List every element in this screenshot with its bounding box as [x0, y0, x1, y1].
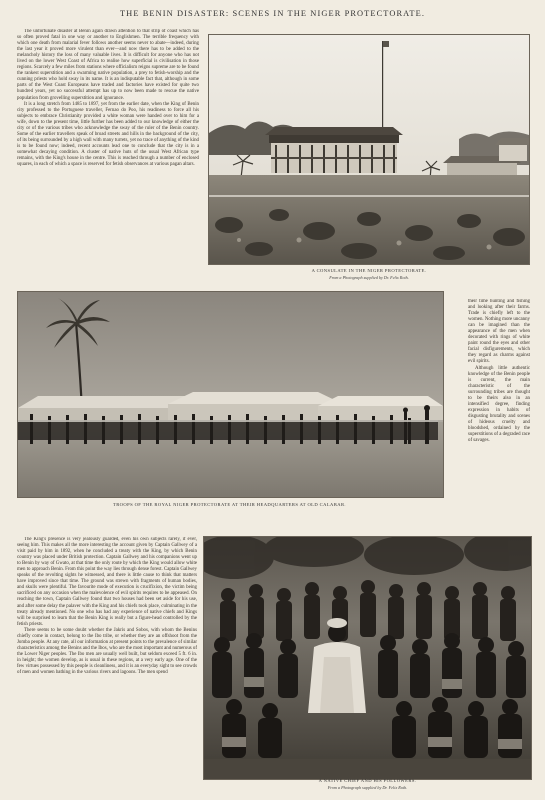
consulate-illustration [209, 35, 529, 264]
article-column-top-left [17, 29, 199, 277]
troops-illustration [18, 292, 443, 497]
troops-caption: TROOPS OF THE ROYAL NIGER PROTECTORATE AT THEIR HEADQUARTERS AT OLD CALABAR. [113, 502, 346, 507]
article-column-bottom-left [17, 537, 197, 791]
paragraph: Although little authentic knowledge of the Benin people is current, the main characteristic of the surrounding tribes are thought to be theirs also in an intensified degree, finding expression in habits of disgusting brutality and scenes of hideous cruelty and bloodshed, ordained by the superstitions of a degraded race of savages. [468, 365, 530, 444]
troops-photo [17, 291, 444, 498]
chief-illustration [204, 537, 531, 779]
paragraph: The unfortunate disaster at Benin again drawn attention to that strip of coast which has so often proved fatal in one way or another to Englishmen. The terrible frequency with which one death from malarial fever follows another seems never to abate—indeed, during the last year it proved more virulent than ever—and now there has to be added to the melancholy history the loss of many valuable lives. It is difficult for anyone who has not lived on the lower West Coast of Africa to realise how superficial is civilisation in those regions. Scarcely a few miles from stations where officialism reigns supreme are to be found the rankest superstition and a swarming native population, a prey to fetish-worship and the cunning priests who hold sway in its name. It is an indisputable fact that, although in some parts of the West Coast Europeans have traded and factories have existed for quite two hundred years, yet no successful attempt has up to now been made to rescue the native population from grovelling superstition and ignorance. [17, 29, 199, 101]
paragraph: their time hunting and fishing and looking after their farms. Trade is chiefly left to the women. Nothing more uncanny can be imagined than the appearance of the men when decorated with rings of white paint round the eyes and other facial disfigurements, which they regard as charms against evil spirits. [468, 299, 530, 365]
consulate-caption: A CONSULATE IN THE NIGER PROTECTORATE. [311, 268, 427, 273]
paragraph: There seems to be some doubt whether the Jakris and Sobos, with whom the Benins chiefly come in contact, belong to the Ibo tribe, or whether they are an offshoot from the Jomba people. At any rate, all our information at present points to the prevalence of similar characteristics among the Benins and the Ibos, who are the most important and numerous of the Lower Niger peoples. The Ibo men are usually well built, but seldom exceed 5 ft. 6 in. in height; the women develop, as is usual in these regions, at a very early age. One of the few virtues possessed by this people is cleanliness, and it is an everyday sight to see crowds of men and women bathing in the various rivers and lagoons. The men spend [17, 627, 197, 676]
chief-credit: From a Photograph supplied by Dr. Felix Roth. [327, 785, 408, 790]
paragraph: The King's presence is very jealously guarded, even his own subjects rarely, if ever, seeing him. This makes all the more interesting the account given by Captain Gallwey of a visit paid by him in 1892, when he concluded a treaty with the King, by which Benin country was placed under British protection. Captain Gallwey and his companions went up to Benin by way of Gwato, at that time the only route by which the King would allow white men to approach Benin. From this point the way lies through dense forest. Captain Gallwey speaks of the revolting sights he witnessed, and there is little cause to think that matters have improved since that time. The ground was strewn with fragments of human bodies, and skulls were plentiful. The favourite mode of execution is crucifixion, the victim being sacrificed on any occasion when the malevolence of evil spirits requires to be appeased. On reaching the town, Captain Gallwey found that two houses had been set aside for his use, and after some delay the palaver with the King and his chiefs took place, culminating in the treaty already mentioned. No one who has had any experience of native chiefs and Kings will be surprised to learn that the Benin King is really but a figure-head controlled by the fetish priests. [17, 537, 197, 627]
chief-caption: A NATIVE CHIEF AND HIS FOLLOWERS. [318, 778, 417, 783]
chief-photo [203, 536, 532, 780]
consulate-credit: From a Photograph supplied by Dr. Felix Roth. [329, 275, 409, 280]
consulate-photo [208, 34, 530, 265]
article-column-mid-right [468, 299, 530, 499]
paragraph: It is a long stretch from 1485 to 1897, yet from the earlier date, when the King of Benin city professed to the Portuguese traveller, Fernao do Poo, his readiness to force all his subjects to embrace Christianity provided a white woman were handed over to him for a wife, down to the present time, little further has been added to our knowledge of either the city or of the various tribes who acknowledge the sway of the ruler of the Benin country. Some of the earlier travellers speak of broad streets and hills in the background of the city, of its being surrounded by a high wall with many turrets, yet no trace of anything of the kind is to be found now; indeed, recent accounts lead one to conclude that the city is in a somewhat decaying condition. A cluster of native huts of the usual West African type remains, with the King's house in the centre. This is reached through a number of enclosed squares, in each of which a space is reserved for fetish observances at various pagan altars. [17, 101, 199, 168]
page-title: THE BENIN DISASTER: SCENES IN THE NIGER PROTECTORATE. [119, 9, 426, 18]
